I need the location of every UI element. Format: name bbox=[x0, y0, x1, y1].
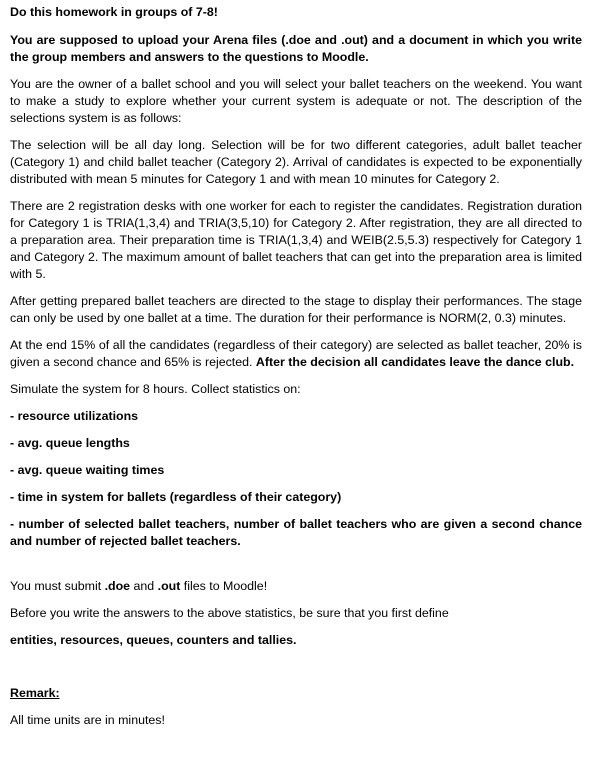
before-instruction: Before you write the answers to the above statistics, be sure that you first define bbox=[10, 606, 449, 620]
stat-item: - avg. queue waiting times bbox=[10, 463, 165, 477]
stat-item: - resource utilizations bbox=[10, 409, 139, 423]
stat-item: - time in system for ballets (regardless of their category) bbox=[10, 490, 342, 504]
submit-pre: You must submit bbox=[10, 579, 105, 593]
remark-title: Remark: bbox=[10, 686, 60, 700]
homework-document bbox=[10, 4, 582, 729]
registration-paragraph: There are 2 registration desks with one worker for each to register the candidates. Registration duration for Category 1 is TRIA(1,3,4) and TRIA(3,5,10) for Category 2. After registration, they are all directed to a preparation area. Their preparation time is TRIA(1,3,4) and WEIB(2.5,5.3) respectively for Category 1 and Category 2. The maximum amount of ballet teachers that can get into the preparation area is limited with 5. bbox=[10, 199, 582, 281]
stage-paragraph: After getting prepared ballet teachers are directed to the stage to display their performances. The stage can only be used by one ballet at a time. The duration for their performance is NORM(2, 0.3) minutes. bbox=[10, 294, 582, 325]
group-instruction: Do this homework in groups of 7-8! bbox=[10, 5, 218, 19]
decision-bold-text: After the decision all candidates leave the dance club. bbox=[255, 355, 575, 369]
stat-item: - avg. queue lengths bbox=[10, 436, 130, 450]
submit-instruction bbox=[10, 578, 582, 595]
submit-doe: .doe bbox=[104, 579, 131, 593]
upload-instruction: You are supposed to upload your Arena files (.doe and .out) and a document in which you write the group members and answers to the questions to Moodle. bbox=[10, 33, 582, 64]
submit-and: and bbox=[130, 579, 158, 593]
intro-paragraph: You are the owner of a ballet school and you will select your ballet teachers on the weekend. You want to make a study to explore whether your current system is adequate or not. The description of the selections system is as follows: bbox=[10, 77, 582, 125]
decision-paragraph bbox=[10, 337, 582, 371]
selection-paragraph: The selection will be all day long. Selection will be for two different categories, adult ballet teacher (Category 1) and child ballet teacher (Category 2). Arrival of candidates is expected to be exponentially distributed with mean 5 minutes for Category 1 and with mean 10 minutes for Category 2. bbox=[10, 138, 582, 186]
decision-text: At the end 15% of all the candidates (regardless of their category) are selected as ballet teacher, 20% is given a second chance and 65% is rejected. bbox=[10, 338, 582, 369]
simulate-instruction: Simulate the system for 8 hours. Collect statistics on: bbox=[10, 382, 301, 396]
remark-text: All time units are in minutes! bbox=[10, 713, 165, 727]
stat-item: - number of selected ballet teachers, number of ballet teachers who are given a second chance and number of rejected ballet teachers. bbox=[10, 517, 582, 548]
define-list: entities, resources, queues, counters and tallies. bbox=[10, 633, 297, 647]
submit-out: .out bbox=[157, 579, 181, 593]
submit-post: files to Moodle! bbox=[180, 579, 268, 593]
